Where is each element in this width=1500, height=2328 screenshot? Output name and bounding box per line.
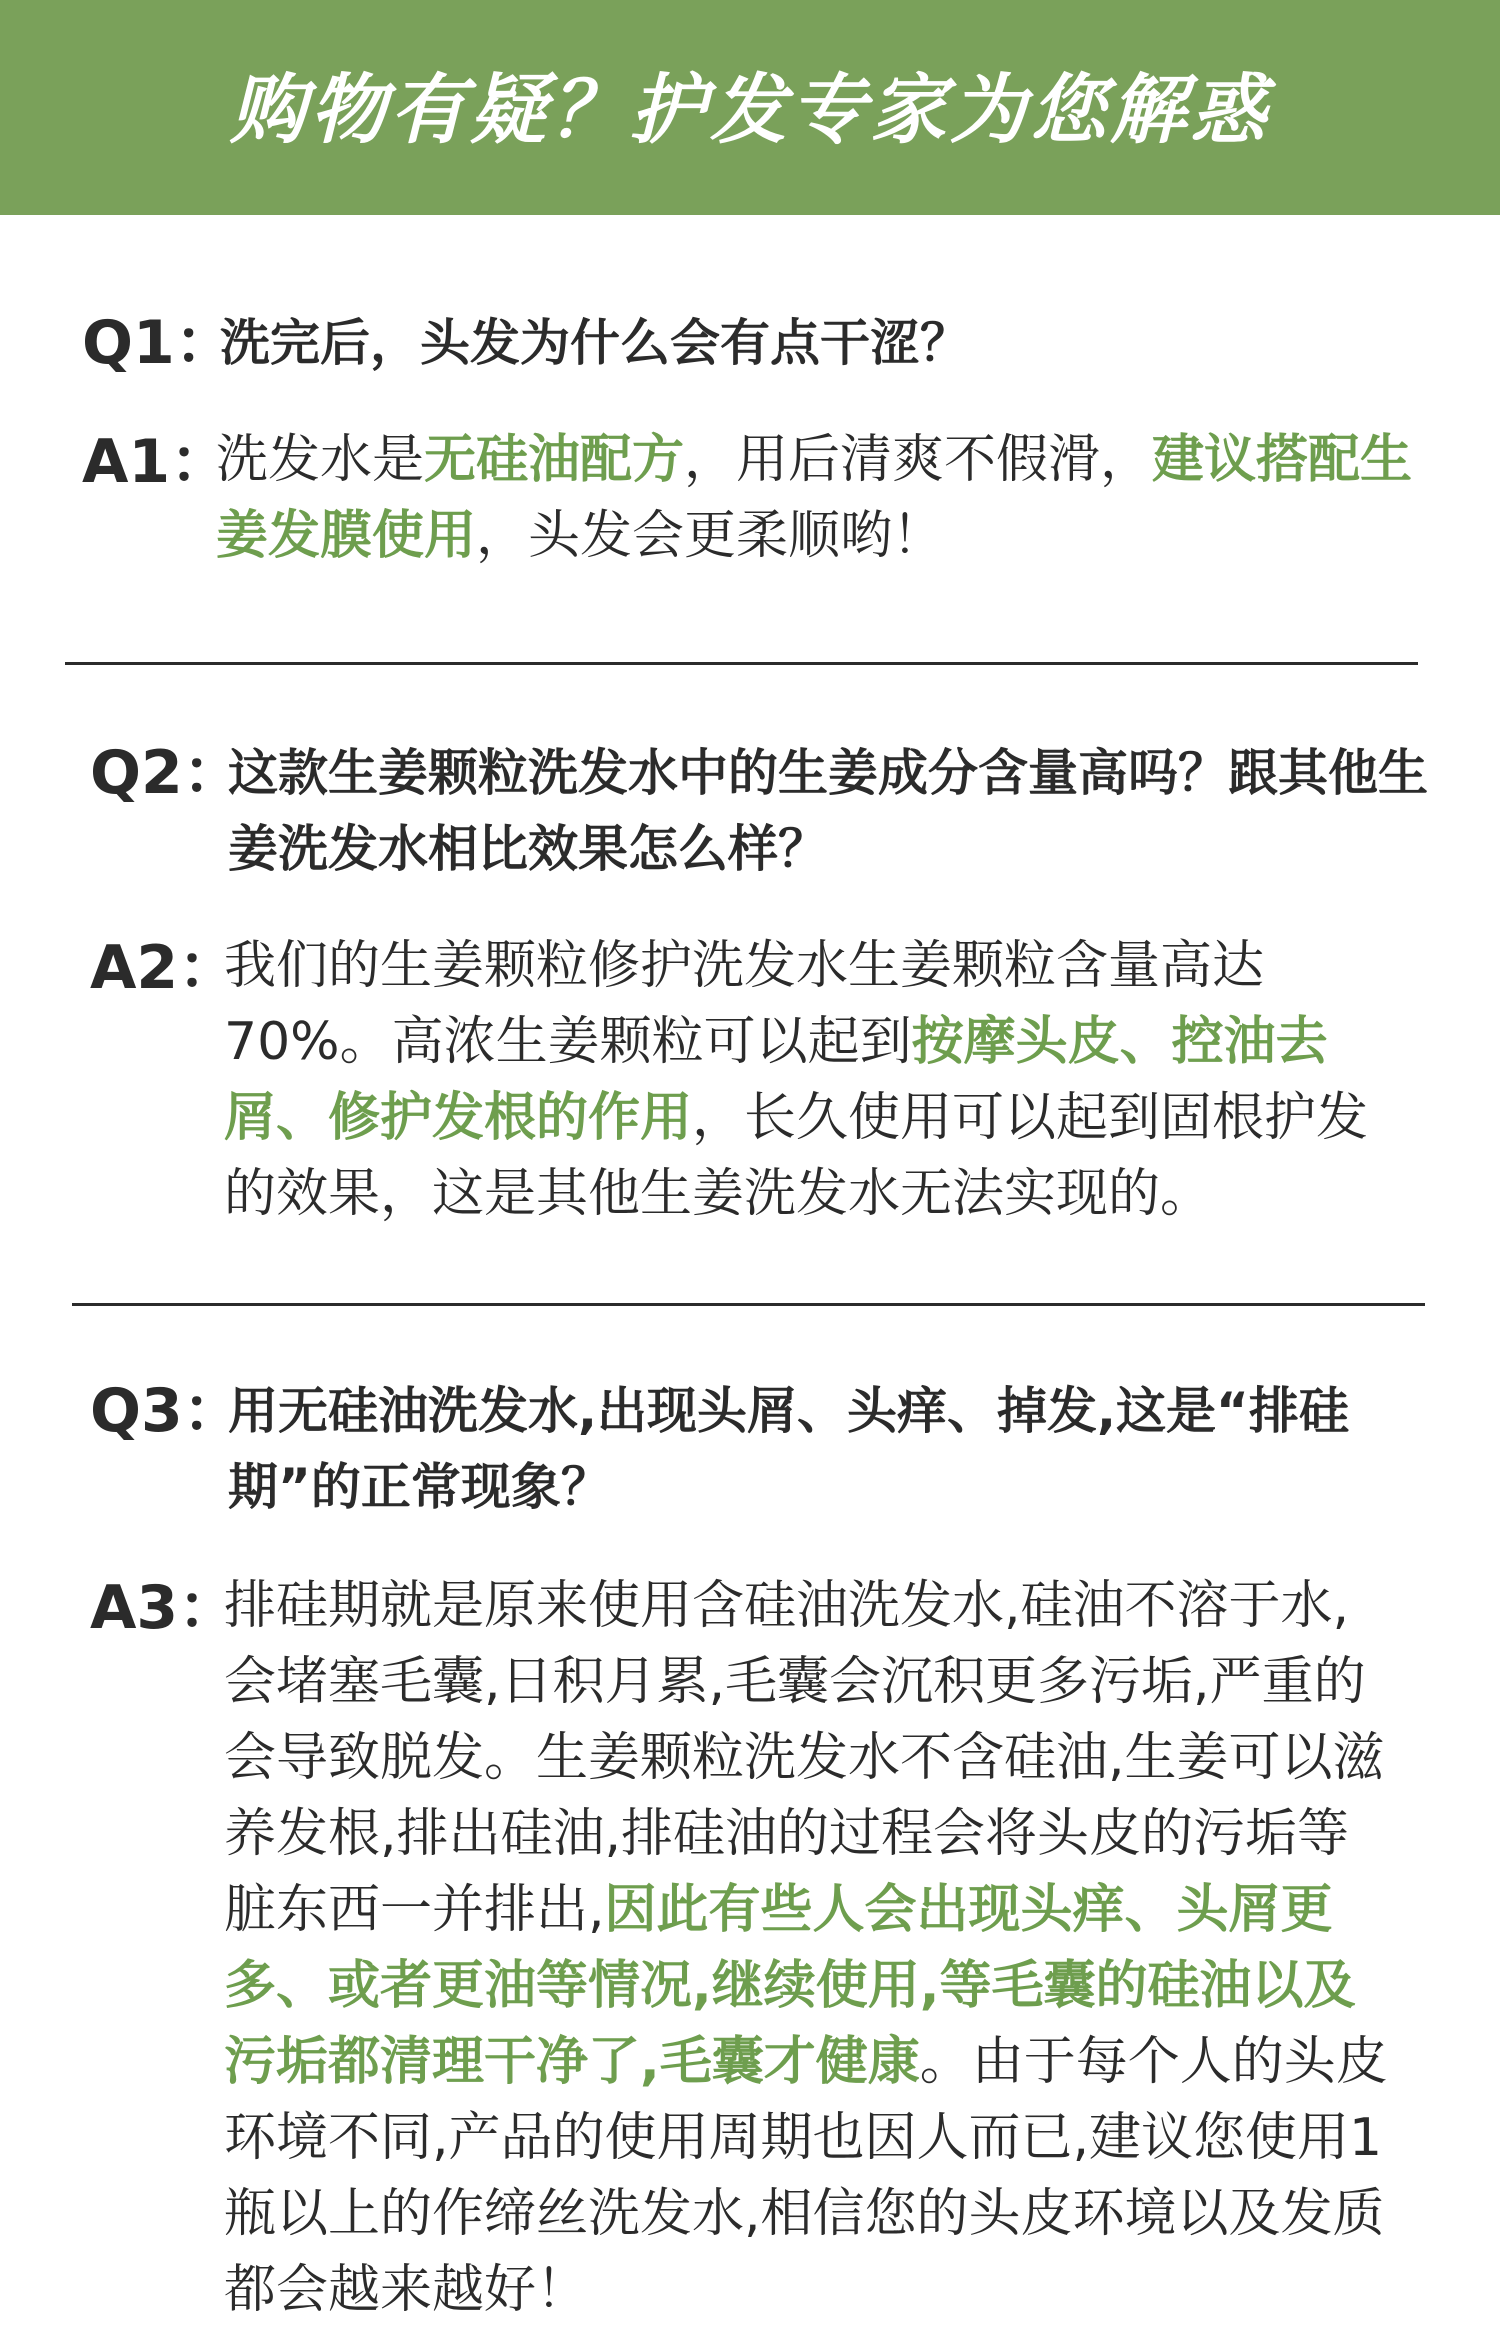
answer-text (216, 422, 1416, 574)
answer-text (224, 928, 1396, 1232)
page-title: 购物有疑？护发专家为您解惑 (230, 65, 1270, 154)
question-text: 这款生姜颗粒洗发水中的生姜成分含量高吗？跟其他生姜洗发水相比效果怎么样？ (228, 744, 1428, 878)
answer-segment: ，长久使用可以起到固根护发的效果，这是其他生姜洗发水无法实现的。 (224, 1088, 1369, 1224)
answer-segment: 洗发水是 (216, 430, 425, 490)
answer-segment: 排硅期就是原来使用含硅油洗发水,硅油不溶于水,会堵塞毛囊,日积月累,毛囊会沉积更多污垢,严重的会导致脱发。生姜颗粒洗发水不含硅油,生姜可以滋养发根,排出硅油,排硅油的过程会将头皮的污垢等脏东西一并排出, (224, 1576, 1385, 1940)
divider (72, 1303, 1425, 1306)
answer-label: A1： (82, 427, 231, 497)
answer-label: A3： (90, 1573, 239, 1643)
answer-text (224, 1568, 1396, 2328)
answer-highlight: 按摩头皮、控油去屑、修护发根的作用 (224, 1012, 1328, 1148)
answer-highlight: 无硅油配方 (424, 430, 685, 490)
answer-highlight: 因此有些人会出现头痒、头屑更多、或者更油等情况,继续使用,等毛囊的硅油以及污垢都清理干净了,毛囊才健康 (224, 1880, 1356, 2092)
answer-highlight: 建议搭配生姜发膜使用 (216, 430, 1413, 566)
question-text: 洗完后，头发为什么会有点干涩？ (220, 314, 970, 372)
divider (65, 662, 1418, 665)
answer-label: A2： (90, 933, 239, 1003)
answer-segment: 。由于每个人的头皮环境不同,产品的使用周期也因人而已,建议您使用1瓶以上的作缔丝洗发水,相信您的头皮环境以及发质都会越来越好！ (224, 2032, 1388, 2320)
header-banner (0, 0, 1500, 215)
question-label: Q2： (90, 738, 243, 808)
question-text: 用无硅油洗发水,出现头屑、头痒、掉发,这是“排硅期”的正常现象？ (228, 1382, 1349, 1516)
question-label: Q1： (82, 308, 235, 378)
answer-segment: ，头发会更柔顺哟！ (476, 506, 945, 566)
answer-segment: ，用后清爽不假滑， (684, 430, 1153, 490)
question-label: Q3： (90, 1376, 243, 1446)
answer-segment: 我们的生姜颗粒修护洗发水生姜颗粒含量高达70%。高浓生姜颗粒可以起到 (224, 936, 1265, 1072)
